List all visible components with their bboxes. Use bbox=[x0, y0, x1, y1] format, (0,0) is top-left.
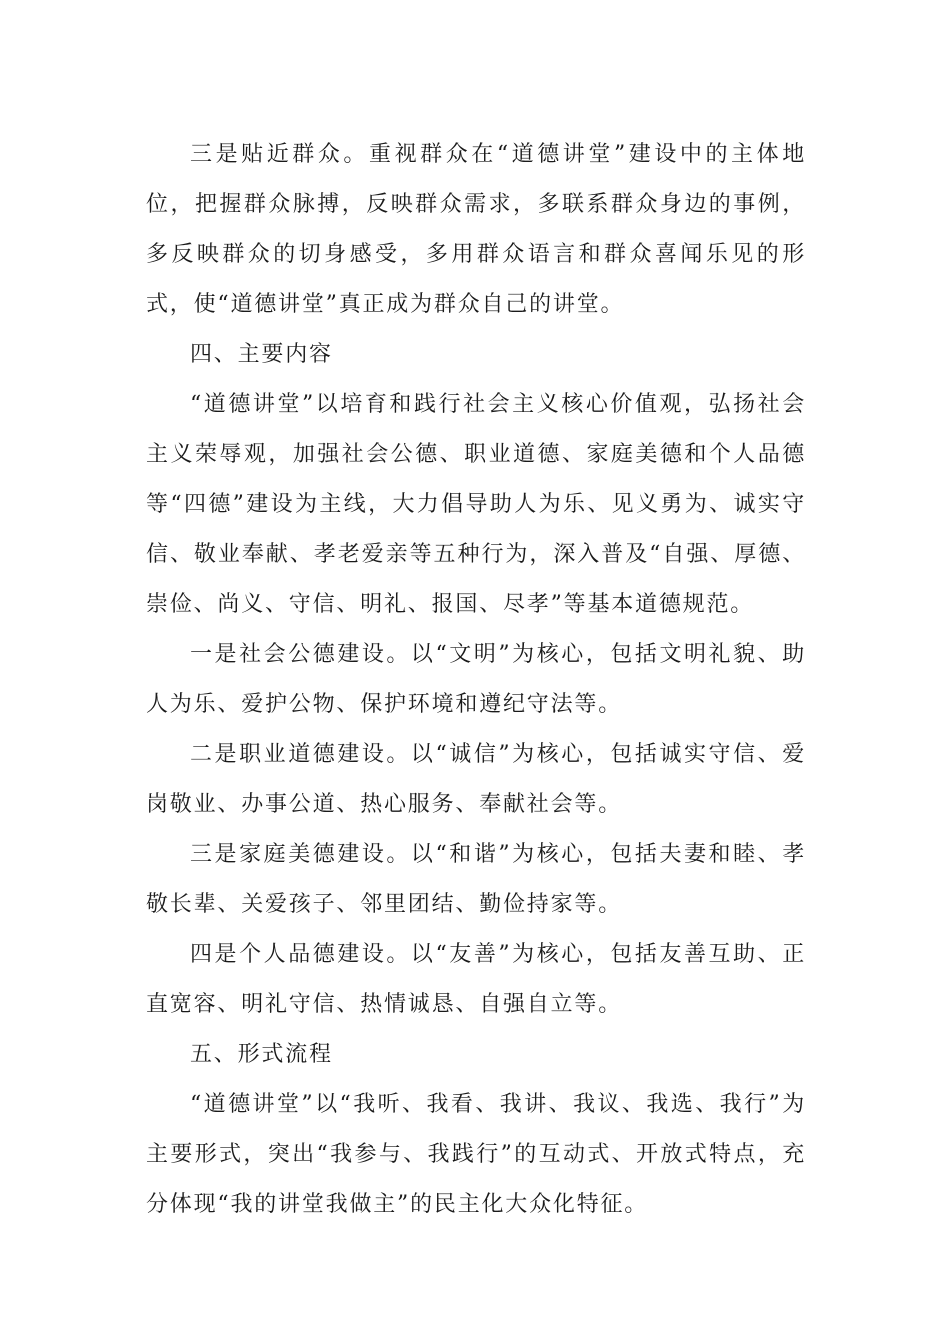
paragraph-professional-ethics: 二是职业道德建设。以“诚信”为核心，包括诚实守信、爱岗敬业、办事公道、热心服务、奉献社会等。 bbox=[146, 742, 806, 817]
paragraph-personal-character: 四是个人品德建设。以“友善”为核心，包括友善互助、正直宽容、明礼守信、热情诚恳、自强自立等。 bbox=[146, 942, 806, 1017]
paragraph-family-virtues: 三是家庭美德建设。以“和谐”为核心，包括夫妻和睦、孝敬长辈、关爱孩子、邻里团结、勤俭持家等。 bbox=[146, 842, 806, 917]
paragraph-social-morality: 一是社会公德建设。以“文明”为核心，包括文明礼貌、助人为乐、爱护公物、保护环境和遵纪守法等。 bbox=[146, 642, 806, 717]
section-heading-format-process: 五、形式流程 bbox=[190, 1042, 333, 1067]
section-heading-main-content: 四、主要内容 bbox=[190, 342, 333, 367]
paragraph-main-content-intro: “道德讲堂”以培育和践行社会主义核心价值观，弘扬社会主义荣辱观，加强社会公德、职业道德、家庭美德和个人品德等“四德”建设为主线，大力倡导助人为乐、见义勇为、诚实守信、敬业奉献、孝老爱亲等五种行为，深入普及“自强、厚德、崇俭、尚义、守信、明礼、报国、尽孝”等基本道德规范。 bbox=[146, 392, 806, 617]
paragraph-format-description: “道德讲堂”以“我听、我看、我讲、我议、我选、我行”为主要形式，突出“我参与、我践行”的互动式、开放式特点，充分体现“我的讲堂我做主”的民主化大众化特征。 bbox=[146, 1092, 806, 1217]
document-body bbox=[146, 130, 806, 1230]
paragraph-close-to-masses: 三是贴近群众。重视群众在“道德讲堂”建设中的主体地位，把握群众脉搏，反映群众需求，多联系群众身边的事例，多反映群众的切身感受，多用群众语言和群众喜闻乐见的形式，使“道德讲堂”真正成为群众自己的讲堂。 bbox=[146, 142, 806, 317]
